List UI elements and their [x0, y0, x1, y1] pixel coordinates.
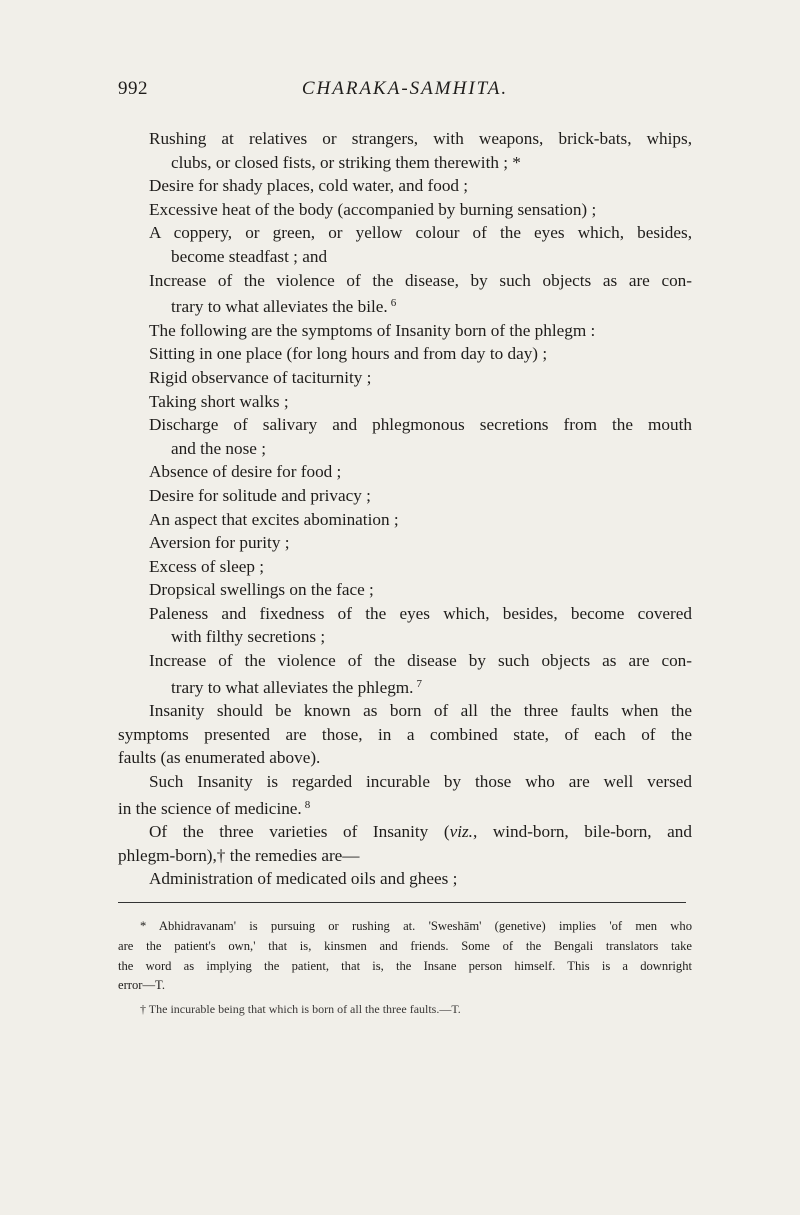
list-item-text: with filthy secretions ;	[171, 627, 326, 647]
list-item-line: Increase of the violence of the disease by such objects as are con-	[149, 651, 692, 671]
list-item-line: Paleness and fixedness of the eyes which, besides, become covered	[149, 603, 692, 623]
page-number: 992	[118, 78, 148, 99]
paragraph-line	[118, 820, 692, 844]
list-item-line	[118, 245, 692, 269]
paragraph-remedies	[118, 820, 692, 867]
list-item	[118, 366, 692, 390]
list-item-text: clubs, or closed fists, or striking them therewith ; *	[171, 152, 521, 172]
list-item-line	[118, 292, 692, 319]
footnote-line: error—T.	[118, 978, 165, 993]
note-marker: 8	[304, 798, 311, 811]
list-item-line	[118, 437, 692, 461]
note-marker: 7	[416, 677, 422, 690]
list-item	[118, 649, 692, 699]
list-item-line: Absence of desire for food ;	[149, 462, 342, 482]
list-item	[118, 269, 692, 319]
list-item-line: Excess of sleep ;	[149, 556, 265, 576]
list-item	[118, 484, 692, 508]
paragraph-line	[118, 794, 692, 821]
list-item	[118, 578, 692, 602]
list-item	[118, 460, 692, 484]
paragraph-text: , wind-born, bile-born, and	[472, 822, 692, 842]
list-item-text: become steadfast ; and	[171, 246, 328, 266]
list-item-text: and the nose ;	[171, 438, 266, 458]
footnote-divider	[118, 902, 686, 903]
list-item-line: Rigid observance of taciturnity ;	[149, 367, 372, 387]
list-item-line	[118, 151, 692, 175]
paragraph-administration	[118, 867, 692, 891]
footnote-line: are the patient's own,' that is, kinsmen and friends. Some of the Bengali translators take	[118, 938, 692, 953]
list-item-line	[118, 673, 692, 700]
list-item-line: Taking short walks ;	[149, 391, 289, 411]
list-item	[118, 531, 692, 555]
list-item-line: Rushing at relatives or strangers, with weapons, brick-bats, whips,	[149, 129, 692, 148]
list-item-line: Sitting in one place (for long hours and from day to day) ;	[149, 344, 548, 364]
paragraph-three-faults	[118, 699, 692, 770]
list-item-text: trary to what alleviates the bile.	[171, 297, 388, 317]
list-item	[118, 342, 692, 366]
paragraph-line: faults (as enumerated above).	[118, 748, 321, 768]
list-item	[118, 602, 692, 649]
list-item	[118, 221, 692, 268]
list-item-line	[118, 625, 692, 649]
footnote-star	[118, 917, 692, 996]
paragraph-text: Of the three varieties of Insanity (	[149, 822, 450, 842]
paragraph-line: Such Insanity is regarded incurable by those who are well versed	[149, 772, 692, 792]
page-header	[118, 78, 692, 106]
note-marker: 6	[390, 297, 397, 310]
paragraph-line: phlegm-born),† the remedies are—	[118, 845, 360, 865]
list-item	[118, 127, 692, 174]
list-item	[118, 390, 692, 414]
list-item-line: Desire for shady places, cold water, and food ;	[149, 176, 469, 196]
footnote-line: * Abhidravanam' is pursuing or rushing at. 'Sweshām' (genetive) implies 'of men who	[140, 919, 692, 933]
list-item	[118, 319, 692, 343]
page-body	[118, 127, 692, 891]
paragraph-incurable	[118, 770, 692, 820]
list-item-text: trary to what alleviates the phlegm.	[171, 677, 414, 697]
italic-viz: viz.	[449, 822, 473, 842]
list-item	[118, 198, 692, 222]
footnotes	[118, 917, 692, 1020]
list-item-line: An aspect that excites abomination ;	[149, 509, 399, 529]
footnote-line: the word as implying the patient, that is, the Insane person himself. This is a downright	[118, 958, 692, 973]
list-item-line: Increase of the violence of the disease, by such objects as are con-	[149, 270, 692, 290]
footnote-dagger: † The incurable being that which is born of all the three faults.—T.	[140, 1002, 461, 1017]
list-item	[118, 555, 692, 579]
list-item-line: The following are the symptoms of Insanity born of the phlegm :	[149, 320, 596, 340]
list-item-line: A coppery, or green, or yellow colour of the eyes which, besides,	[149, 223, 692, 243]
symptom-list	[118, 127, 692, 699]
list-item	[118, 174, 692, 198]
list-item-line: Desire for solitude and privacy ;	[149, 485, 371, 505]
list-item-line: Aversion for purity ;	[149, 533, 290, 553]
paragraph-line: symptoms presented are those, in a combined state, of each of the	[118, 724, 692, 744]
paragraph-text: in the science of medicine.	[118, 798, 302, 818]
paragraph-line: Insanity should be known as born of all the three faults when the	[149, 701, 692, 721]
list-item	[118, 508, 692, 532]
list-item-line: Dropsical swellings on the face ;	[149, 580, 374, 600]
paragraph-line: Administration of medicated oils and ghees ;	[149, 869, 458, 889]
list-item-line: Discharge of salivary and phlegmonous secretions from the mouth	[149, 415, 692, 435]
list-item	[118, 413, 692, 460]
list-item-line: Excessive heat of the body (accompanied by burning sensation) ;	[149, 199, 597, 219]
running-title: CHARAKA-SAMHITA.	[301, 78, 509, 99]
